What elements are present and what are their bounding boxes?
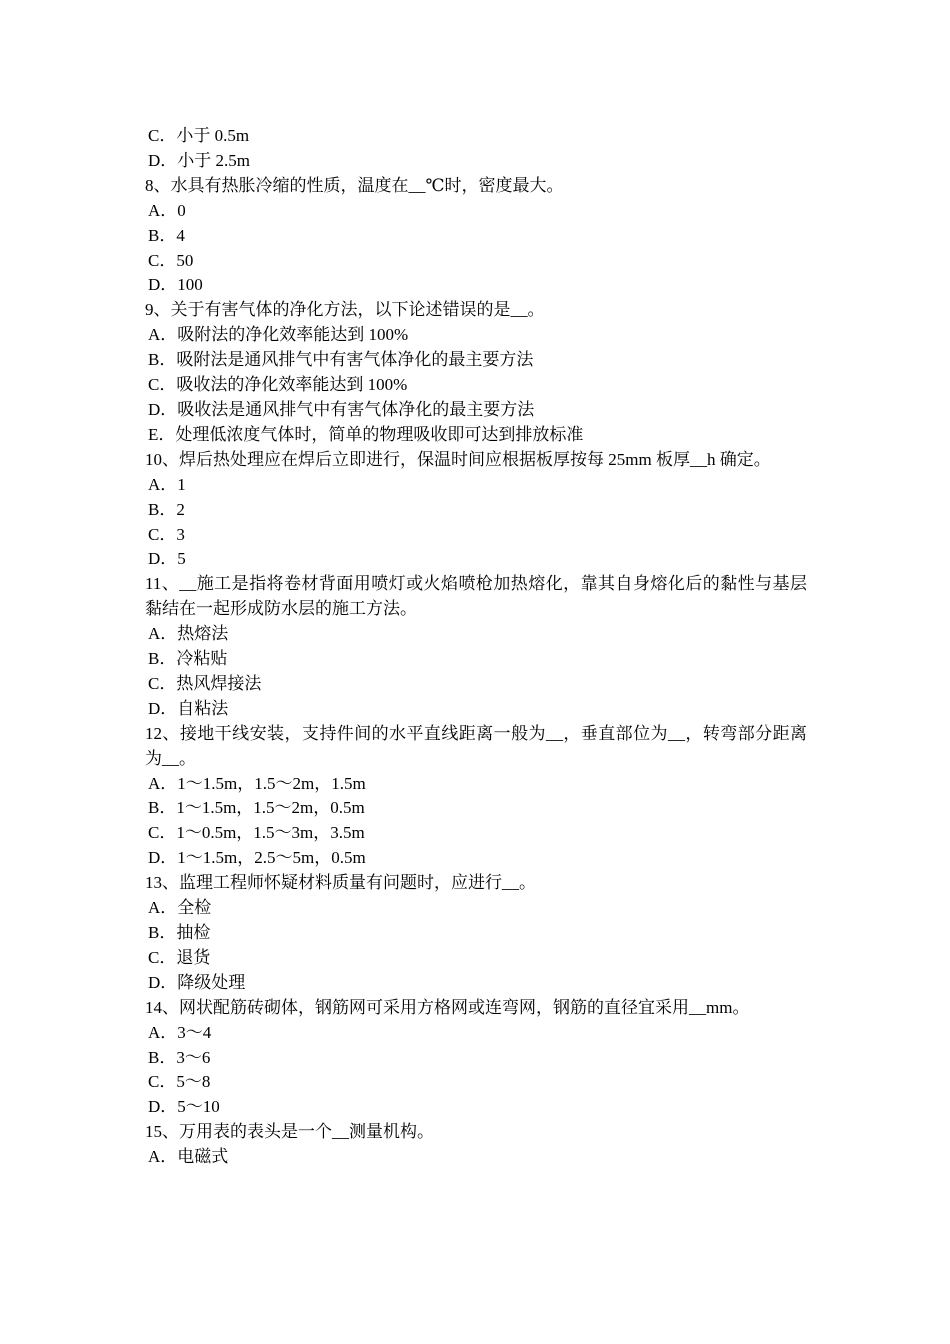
answer-option: A．0 xyxy=(148,200,186,220)
answer-option: B．冷粘贴 xyxy=(148,649,228,669)
answer-option: D．5 xyxy=(148,549,186,569)
answer-option: D．降级处理 xyxy=(148,972,246,992)
answer-option: C．5～8 xyxy=(148,1072,211,1092)
answer-option: D．5～10 xyxy=(148,1097,220,1117)
question-stem: 15、万用表的表头是一个__测量机构。 xyxy=(145,1122,434,1142)
question-stem: 10、焊后热处理应在焊后立即进行，保温时间应根据板厚按每 25mm 板厚__h 确定。 xyxy=(145,449,771,469)
answer-option: B．1～1.5m，1.5～2m，0.5m xyxy=(148,798,365,818)
answer-option: C．50 xyxy=(148,250,194,270)
answer-option: B．3～6 xyxy=(148,1047,211,1067)
answer-option: A．电磁式 xyxy=(148,1147,229,1167)
answer-option: D．1～1.5m，2.5～5m，0.5m xyxy=(148,848,366,868)
answer-option: C．3 xyxy=(148,524,185,544)
question-stem: 12、接地干线安装，支持件间的水平直线距离一般为__，垂直部位为__，转弯部分距离为__。 xyxy=(145,723,807,768)
answer-option: D．吸收法是通风排气中有害气体净化的最主要方法 xyxy=(148,399,535,419)
answer-option: D．100 xyxy=(148,275,203,295)
question-stem: 11、__施工是指将卷材背面用喷灯或火焰喷枪加热熔化，靠其自身熔化后的黏性与基层黏结在一起形成防水层的施工方法。 xyxy=(145,574,807,619)
answer-option: A．1 xyxy=(148,474,186,494)
answer-option: C．退货 xyxy=(148,947,211,967)
answer-option: B．抽检 xyxy=(148,923,211,942)
answer-option: C．热风焊接法 xyxy=(148,673,262,693)
question-stem: 8、水具有热胀冷缩的性质，温度在__℃时，密度最大。 xyxy=(145,175,564,195)
answer-option: B．吸附法是通风排气中有害气体净化的最主要方法 xyxy=(148,350,534,370)
answer-option: A．1～1.5m，1.5～2m，1.5m xyxy=(148,773,366,793)
answer-option: A．3～4 xyxy=(148,1022,212,1042)
answer-option: D．小于 2.5m xyxy=(148,150,250,170)
question-stem: 9、关于有害气体的净化方法，以下论述错误的是__。 xyxy=(145,300,545,320)
question-list xyxy=(145,124,807,1170)
answer-option: A．热熔法 xyxy=(148,624,229,644)
answer-option: C．1～0.5m，1.5～3m，3.5m xyxy=(148,823,365,843)
answer-option: E．处理低浓度气体时，简单的物理吸收即可达到排放标准 xyxy=(148,424,584,444)
answer-option: B．2 xyxy=(148,499,185,519)
question-stem: 14、网状配筋砖砌体，钢筋网可采用方格网或连弯网，钢筋的直径宜采用__mm。 xyxy=(145,997,750,1017)
answer-option: A．吸附法的净化效率能达到 100% xyxy=(148,325,409,345)
answer-option: A．全检 xyxy=(148,898,212,918)
answer-option: B．4 xyxy=(148,225,185,245)
question-stem: 13、监理工程师怀疑材料质量有问题时，应进行__。 xyxy=(145,873,536,893)
answer-option: C．小于 0.5m xyxy=(148,126,250,145)
answer-option: D．自粘法 xyxy=(148,698,229,718)
answer-option: C．吸收法的净化效率能达到 100% xyxy=(148,375,408,395)
